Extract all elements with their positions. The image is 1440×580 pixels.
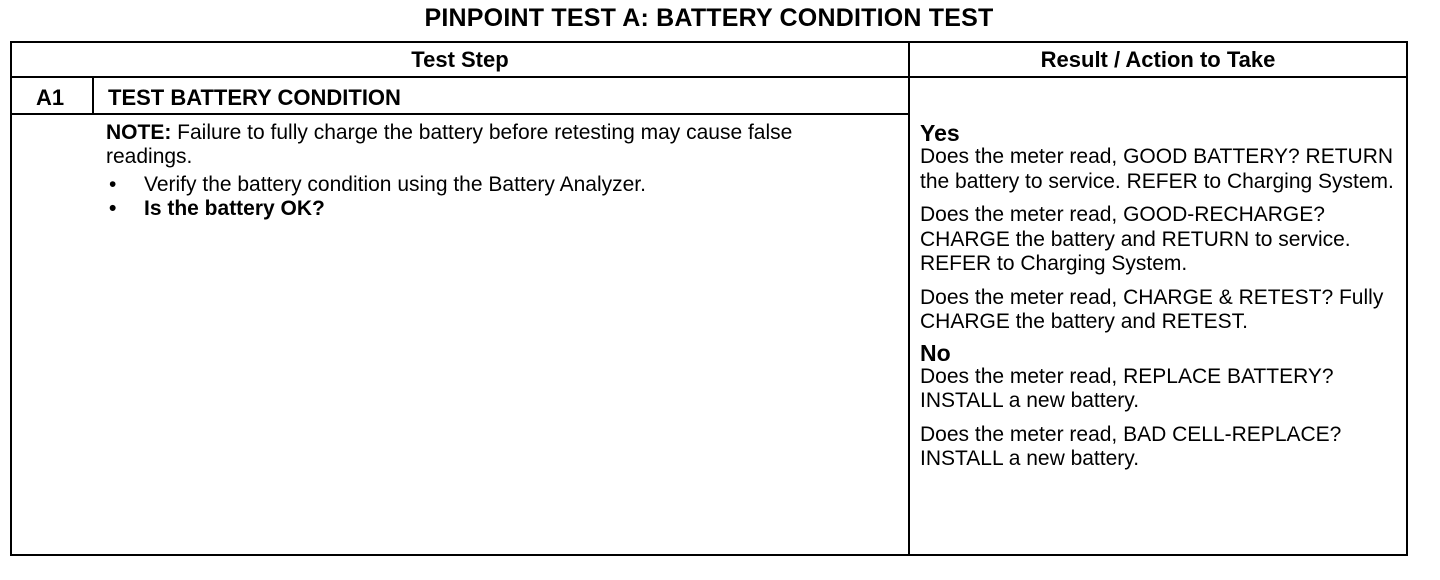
result-item: Does the meter read, GOOD BATTERY? RETURN the battery to service. REFER to Charging System. <box>920 145 1394 193</box>
bullet-marker: • <box>109 173 117 196</box>
header-divider <box>12 76 1406 78</box>
step-id: A1 <box>36 85 65 110</box>
bullet-text: Is the battery OK? <box>144 197 325 220</box>
result-item: Does the meter read, GOOD-RECHARGE? CHARGE the battery and RETURN to service. REFER to Charging System. <box>920 203 1351 275</box>
result-actions <box>920 121 1408 481</box>
pinpoint-test-table <box>10 41 1408 556</box>
step-row-divider <box>12 113 908 115</box>
result-item: Does the meter read, CHARGE & RETEST? Fully CHARGE the battery and RETEST. <box>920 285 1384 333</box>
step-bullet <box>106 197 826 221</box>
yes-heading: Yes <box>920 120 960 146</box>
bullet-text: Verify the battery condition using the Battery Analyzer. <box>144 173 646 196</box>
step-bullet-list <box>106 173 826 221</box>
page-title: PINPOINT TEST A: BATTERY CONDITION TEST <box>424 4 994 32</box>
note-text: Failure to fully charge the battery before retesting may cause false readings. <box>106 121 793 168</box>
step-title: TEST BATTERY CONDITION <box>108 85 401 110</box>
column-divider <box>908 43 910 554</box>
step-instructions <box>106 121 826 221</box>
step-note <box>106 121 826 169</box>
no-heading: No <box>920 339 951 366</box>
note-label: NOTE: <box>106 121 172 144</box>
step-id-divider <box>92 78 94 114</box>
step-bullet <box>106 173 826 197</box>
result-item: Does the meter read, REPLACE BATTERY? INSTALL a new battery. <box>920 364 1334 412</box>
result-item: Does the meter read, BAD CELL-REPLACE? INSTALL a new battery. <box>920 422 1342 470</box>
bullet-marker: • <box>109 197 117 220</box>
test-step-header: Test Step <box>411 47 509 72</box>
result-action-header: Result / Action to Take <box>1040 47 1276 72</box>
